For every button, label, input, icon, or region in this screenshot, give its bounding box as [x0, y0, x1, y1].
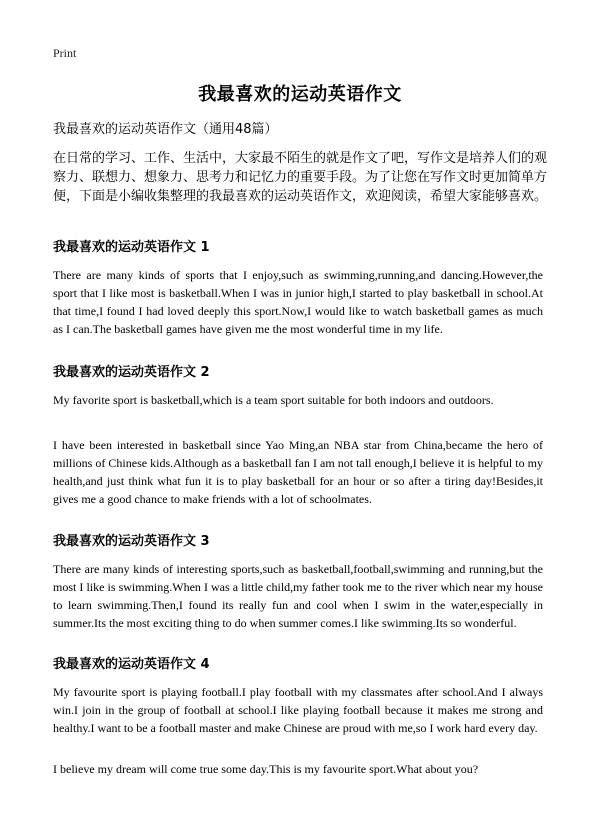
page-title: 我最喜欢的运动英语作文: [198, 84, 402, 105]
essay-3-paragraph-1: There are many kinds of interesting sports,such as basketball,football,swimming and running,but the most I like is swimming.When I was a little child,my father took me to the river which near my house to learn swimming.Then,I found its really fun and cool when I swim in the water,especially in summer.Its the most exciting thing to do when summer comes.I like swimming.Its so wonderful.: [53, 562, 543, 630]
print-link[interactable]: Print: [53, 46, 77, 60]
essay-heading-3: 我最喜欢的运动英语作文 3: [53, 534, 210, 549]
essay-1-paragraph-1: There are many kinds of sports that I enjoy,such as swimming,running,and dancing.However,the sport that I like most is basketball.When I was in junior high,I started to play basketball in school.At that time,I found I had loved deeply this sport.Now,I would like to watch basketball games as much as I can.The basketball games have given me the most wonderful time in my life.: [53, 268, 543, 336]
essay-heading-2: 我最喜欢的运动英语作文 2: [53, 365, 210, 380]
essay-heading-1: 我最喜欢的运动英语作文 1: [53, 240, 210, 255]
essay-2-paragraph-1: My favorite sport is basketball,which is a team sport suitable for both indoors and outdoors.: [53, 393, 494, 407]
essay-heading-4: 我最喜欢的运动英语作文 4: [53, 657, 210, 672]
essay-4-paragraph-1: My favourite sport is playing football.I play football with my classmates after school.And I always win.I join in the group of football at school.I like playing football because it makes me strong and healthy.I want to be a football master and make Chinese are proud with me,so I work hard every day.: [53, 685, 543, 735]
subtitle: 我最喜欢的运动英语作文（通用48篇）: [53, 122, 278, 137]
essay-4-paragraph-2: I believe my dream will come true some day.This is my favourite sport.What about you?: [53, 762, 479, 776]
essay-2-paragraph-2: I have been interested in basketball since Yao Ming,an NBA star from China,became the hero of millions of Chinese kids.Although as a basketball fan I am not tall enough,I believe it is helpful to my health,and just think what fun it is to play basketball for an hour or so after a tiring day!Besides,it gives me a good chance to make friends with a lot of schoolmates.: [53, 438, 543, 506]
intro-paragraph: 在日常的学习、工作、生活中，大家最不陌生的就是作文了吧，写作文是培养人们的观察力、联想力、想象力、思考力和记忆力的重要手段。为了让您在写作文时更加简单方便，下面是小编收集整理的我最喜欢的运动英语作文，欢迎阅读，希望大家能够喜欢。: [53, 151, 548, 204]
